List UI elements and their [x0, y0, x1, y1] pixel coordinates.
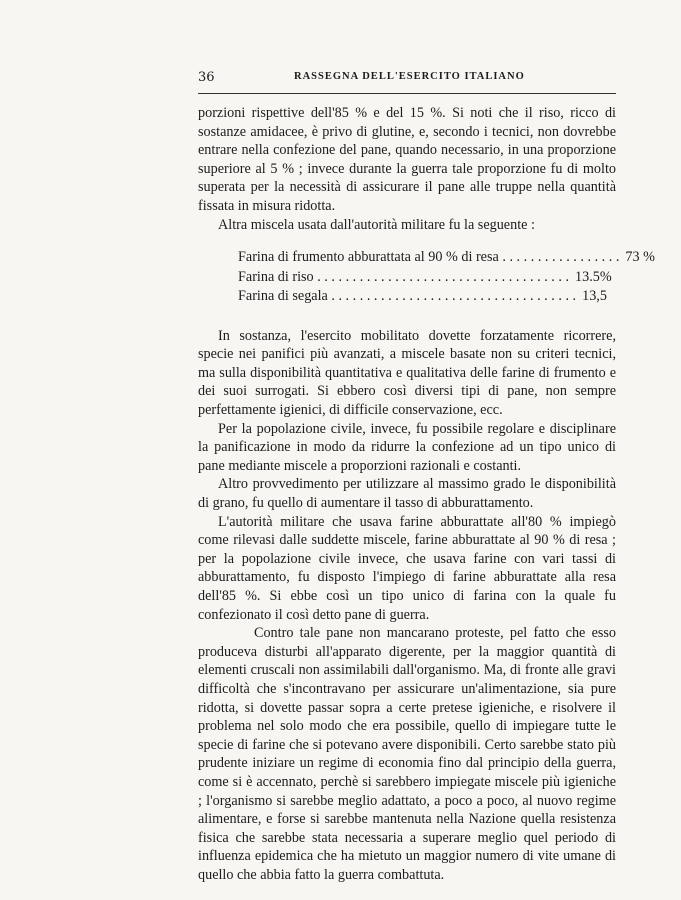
- page-header: [198, 70, 618, 88]
- mixture-row: [238, 287, 607, 307]
- mixture-table: [238, 248, 655, 307]
- mixture-value: 13,5: [582, 288, 607, 305]
- body-text: [198, 104, 655, 884]
- paragraph-5: Altro provvedimento per utilizzare al massimo grado le disponibilità di grano, fu quello di aumentare il tasso di abburattamento.: [198, 476, 616, 511]
- paragraph-2: Altra miscela usata dall'autorità militare fu la seguente :: [218, 216, 535, 233]
- mixture-label: Farina di segala . . . . . . . . . . . . . . . . . . . . . . . . . . . . . . . . . . .: [238, 288, 577, 305]
- running-title: RASSEGNA DELL'ESERCITO ITALIANO: [294, 71, 525, 82]
- paragraph-7: Contro tale pane non mancarano proteste, pel fatto che esso produceva disturbi all'apparato digerente, per la maggior quantità di elementi cruscali non assimilabili dall'organismo. Ma, di fronte alle gravi difficoltà che s'incontravano per assicurare un'alimentazione, sia pure ridotta, si dovette passar sopra a certe pretese igieniche, e risolvere il problema nel solo modo che era possibile, quello di impiegare tutte le specie di farine che si potevano avere disponibili. Certo sarebbe stato più prudente iniziare un regime di economia fino dal principio della guerra, come si è accennato, perchè si sarebbero impiegate miscele più igieniche ; l'organismo si sarebbe meglio adattato, a poco a poco, al nuovo regime alimentare, e forse si sarebbe mantenuta nella Nazione quella resistenza fisica che sarebbe stata necessaria a superare meglio quel periodo di influenza epidemica che ha mietuto un maggior numero di vite umane di quello che abbia fatto la guerra combattuta.: [198, 625, 616, 883]
- mixture-label: Farina di frumento abburattata al 90 % di resa . . . . . . . . . . . . . . . . .: [238, 249, 620, 266]
- mixture-row: [238, 268, 612, 288]
- paragraph-4: Per la popolazione civile, invece, fu possibile regolare e disciplinare la panificazione in modo da ridurre la confezione ad un tipo unico di pane mediante miscele a proporzioni razionali e costanti.: [198, 420, 616, 474]
- mixture-value: 13.5%: [575, 268, 612, 285]
- paragraph-6: L'autorità militare che usava farine abburattate all'80 % impiegò come rilevasi dalle suddette miscele, farine abburattate al 90 % di resa ; per la popolazione civile invece, che usava farine con vari tassi di abburattamento, fu disposto l'impiego di farine abburattate alla resa dell'85 %. Si ebbe così un tipo unico di farina con la quale fu confezionato il così detto pane di guerra.: [198, 513, 616, 623]
- page-number: 36: [198, 70, 215, 85]
- paragraph-1: porzioni rispettive dell'85 % e del 15 %. Si noti che il riso, ricco di sostanze amidacee, è privo di glutine, e, secondo i tecnici, non dovrebbe entrare nella confezione del pane, quando necessario, in una proporzione superiore al 5 % ; invece durante la guerra tale proporzione fu di molto superata per la necessità di assicurare il pane alle truppe nella quantità fissata in misura ridotta.: [198, 105, 616, 214]
- header-rule: [198, 93, 616, 94]
- mixture-label: Farina di riso . . . . . . . . . . . . . . . . . . . . . . . . . . . . . . . . . . . .: [238, 268, 570, 285]
- mixture-value: 73 %: [625, 249, 655, 266]
- paragraph-3: In sostanza, l'esercito mobilitato dovette forzatamente ricorrere, specie nei panifici più avanzati, a miscele basate non su criteri tecnici, ma sulla disponibilità quantitativa e qualitativa delle farine di frumento e dei suoi surrogati. Si ebbero così diversi tipi di pane, non sempre perfettamente igienici, di difficile conservazione, ecc.: [198, 327, 616, 419]
- mixture-row: [238, 248, 655, 268]
